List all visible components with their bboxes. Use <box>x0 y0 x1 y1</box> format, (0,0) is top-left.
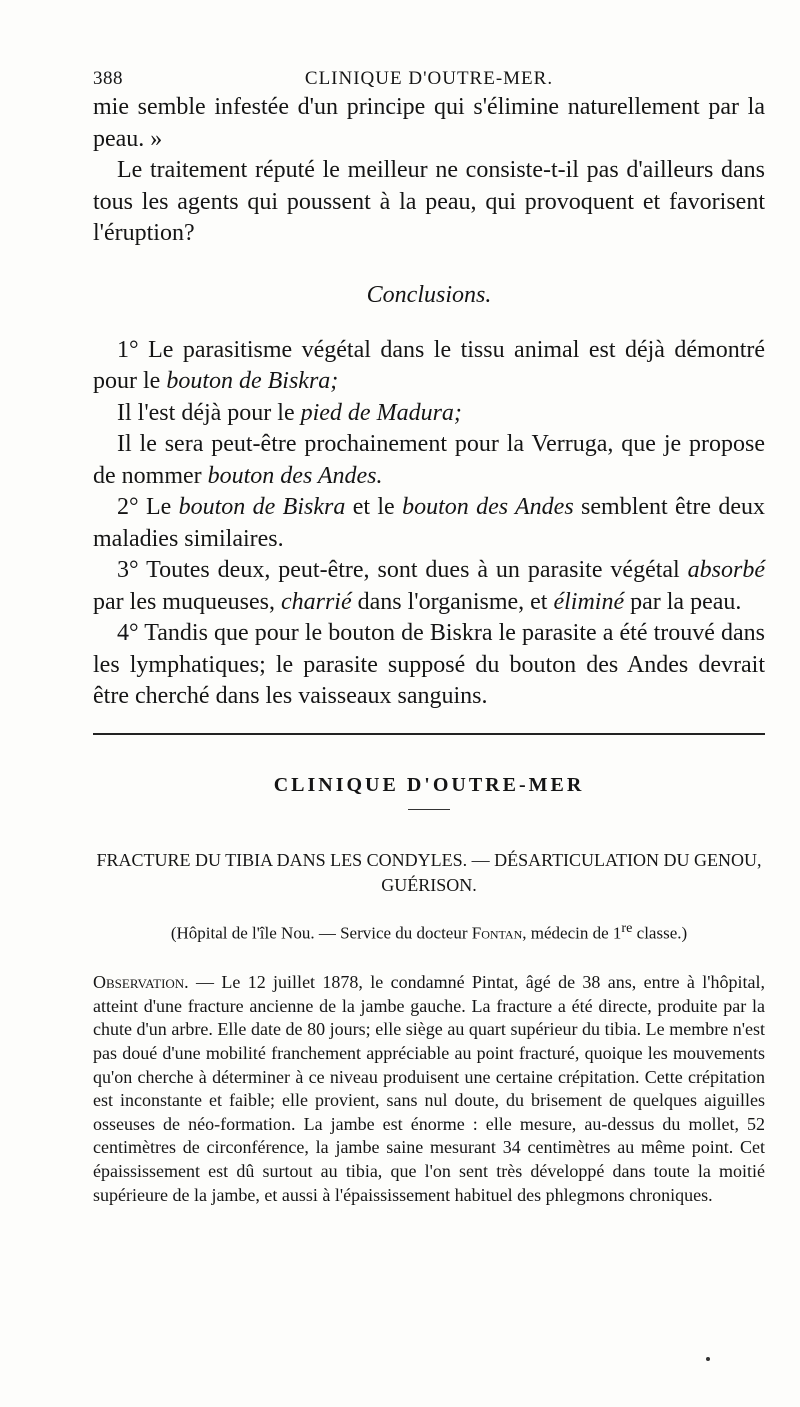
title-underline <box>408 809 450 810</box>
paragraph-treatment: Le traitement réputé le meilleur ne consiste-t-il pas d'ailleurs dans tous les agents qui poussent à la peau, qui provoquent et favorisent l'éruption? <box>93 157 765 246</box>
conclusion-italic: absorbé <box>687 557 765 583</box>
conclusion-text: Tandis que pour le bouton de Biskra le parasite a été trouvé dans les lymphatiques; le parasite supposé du bouton des Andes devrait être cherché dans les vaisseaux sanguins. <box>93 620 765 709</box>
conclusion-italic: bouton des Andes <box>402 494 574 520</box>
section-divider <box>93 733 765 735</box>
conclusion-text: dans l'organisme, et <box>351 588 554 615</box>
conclusion-text: semblent être deux maladies similaires. <box>93 494 766 552</box>
conclusion-text: Le <box>145 494 179 520</box>
running-title: CLINIQUE D'OUTRE-MER. <box>304 68 554 89</box>
conclusion-italic: bouton de Biskra <box>178 494 346 520</box>
conclusion-text: par la peau. <box>624 588 742 615</box>
observation-paragraph <box>93 971 765 1207</box>
ink-speck <box>706 1357 710 1361</box>
conclusion-italic: bouton des Andes. <box>207 462 383 489</box>
conclusion-1c <box>93 429 765 492</box>
book-page <box>93 62 765 1225</box>
conclusions-title: Conclusions. <box>366 281 492 308</box>
conclusion-text: par les muqueuses, <box>93 588 281 615</box>
conclusion-1 <box>93 335 765 398</box>
conclusion-text: et le <box>345 494 403 520</box>
service-text: (Hôpital de l'île Nou. — Service du docteur <box>170 923 472 943</box>
conclusion-italic: charrié <box>280 588 352 615</box>
conclusion-text: Il le sera peut-être prochainement pour la Verruga, que je propose de nommer <box>93 431 765 489</box>
conclusion-number: 4° <box>117 620 139 646</box>
conclusion-text: Toutes deux, peut-être, sont dues à un parasite végétal <box>146 557 688 583</box>
page-header <box>93 62 765 92</box>
service-text: , médecin de 1 <box>522 923 622 943</box>
conclusion-italic: bouton de Biskra; <box>166 368 339 394</box>
conclusion-2 <box>93 492 765 555</box>
conclusion-text: Le parasitisme végétal dans le tissu animal est déjà démontré pour le <box>93 336 766 394</box>
conclusion-3 <box>93 555 765 618</box>
conclusion-number: 3° <box>117 557 139 583</box>
service-text: classe.) <box>632 923 688 943</box>
observation-text: — Le 12 juillet 1878, le condamné Pintat, âgé de 38 ans, entre à l'hôpital, atteint d'une fracture ancienne de la jambe gauche. La fracture a été directe, produite par la chute d'un arbre. Elle date de 80 jours; elle siège au quart supérieur du tibia. Le membre n'est pas doué d'une mobilité franchement appréciable au point fracturé, quoique les mouvements qu'on cherche à déterminer à ce niveau produisent une certaine crépitation. Cette crépitation est inconstante et faible; elle provient, sans nul doute, du brisement de quelques aiguilles osseuses de néo-formation. La jambe est énorme : elle mesure, au-dessus du mollet, 52 centimètres de circonférence, la jambe saine mesurant 34 centimètres au même point. Cet épaississement est dû surtout au tibia, que l'on sent très développé dans toute la moitié supérieure de la jambe, et aussi à l'épaississement habituel des phlegmons chroniques. <box>93 972 765 1205</box>
conclusion-1b <box>93 398 765 430</box>
service-line <box>93 916 765 946</box>
doctor-name: Fontan <box>471 923 523 943</box>
conclusion-4 <box>93 618 765 713</box>
paragraph-continuation: mie semble infestée d'un principe qui s'élimine naturellement par la peau. » <box>93 94 765 152</box>
superscript: re <box>621 919 633 936</box>
section-title: CLINIQUE D'OUTRE-MER <box>273 773 585 796</box>
page-number: 388 <box>93 68 123 89</box>
conclusion-text: Il l'est déjà pour le <box>117 399 301 426</box>
conclusion-italic: pied de Madura; <box>300 399 462 426</box>
case-title: FRACTURE DU TIBIA DANS LES CONDYLES. — DÉSARTICULATION DU GENOU, GUÉRISON. <box>96 849 762 895</box>
conclusion-number: 2° <box>117 494 139 520</box>
observation-label: Observation. <box>93 972 189 993</box>
conclusion-number: 1° <box>117 336 139 363</box>
conclusion-italic: éliminé <box>553 588 625 615</box>
